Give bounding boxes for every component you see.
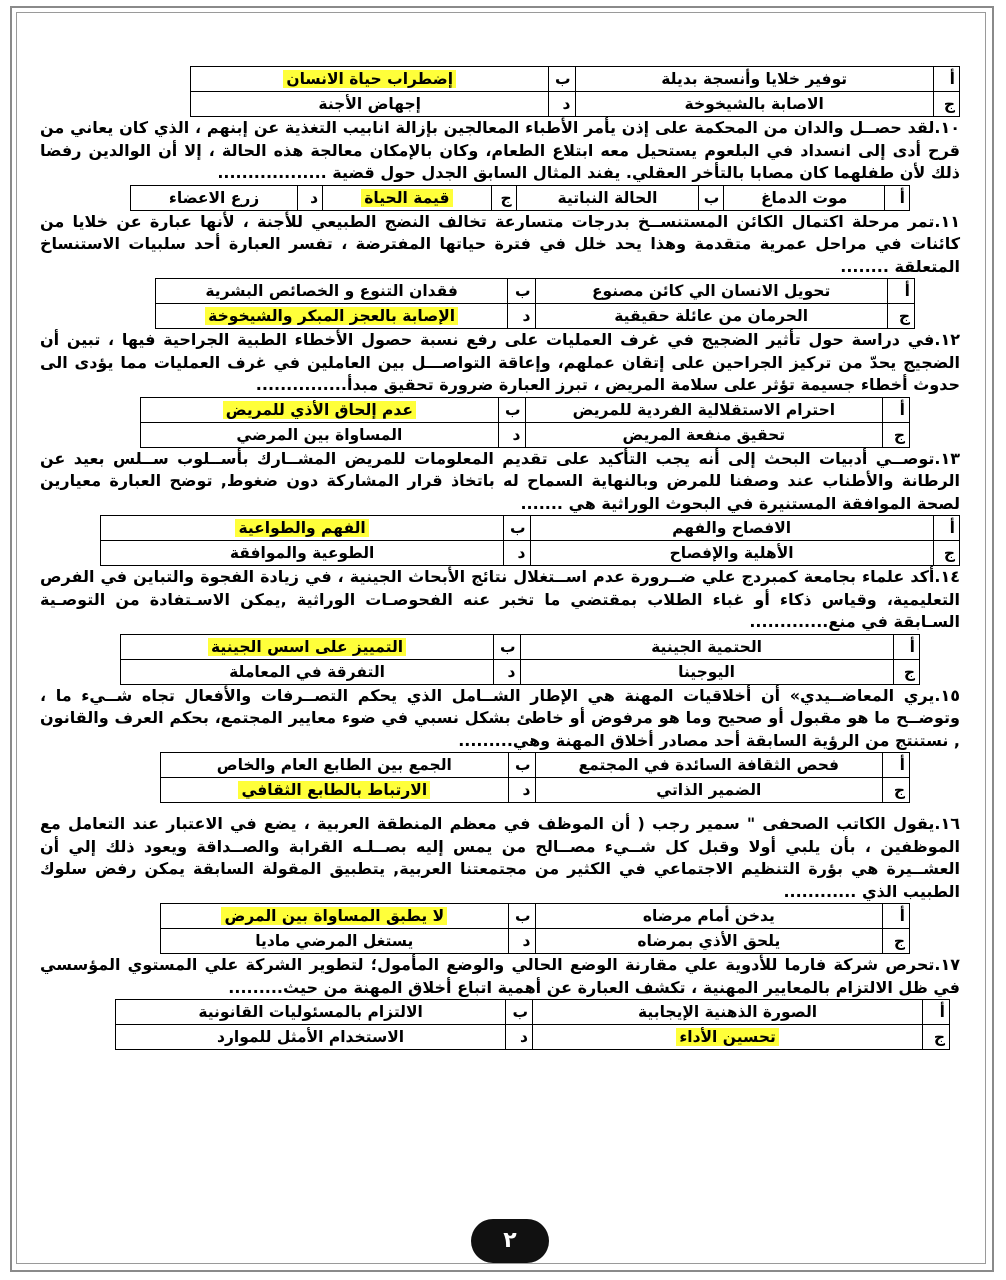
option-letter-a: أ (933, 516, 959, 541)
option-d: الطوعية والموافقة (101, 541, 504, 566)
option-letter-c: ج (491, 185, 516, 210)
option-b: فقدان التنوع و الخصائص البشرية (156, 279, 508, 304)
option-b-highlighted-answer: عدم إلحاق الأذي للمريض (223, 401, 416, 419)
option-letter-b: ب (504, 516, 530, 541)
option-d-highlighted-answer: الإصابة بالعجز المبكر والشيخوخة (205, 307, 458, 325)
option-letter-c: ج (933, 92, 959, 117)
option-b-highlighted-answer: إضطراب حياة الانسان (283, 70, 456, 88)
option-letter-d: د (298, 185, 323, 210)
option-letter-b: ب (498, 397, 525, 422)
option-d: التفرقة في المعاملة (121, 659, 494, 684)
option-a: الحتمية الجينية (520, 634, 893, 659)
option-c: الأهلية والإفصاح (530, 541, 933, 566)
option-letter-c: ج (883, 422, 910, 447)
option-a: احترام الاستقلالية الفردية للمريض (525, 397, 883, 422)
option-letter-b: ب (506, 1000, 533, 1025)
option-b-highlighted-answer: الفهم والطواعية (235, 519, 368, 537)
option-letter-b: ب (494, 634, 520, 659)
option-a: الصورة الذهنية الإيجابية (533, 1000, 923, 1025)
option-letter-a: أ (923, 1000, 950, 1025)
options-table-q9 (190, 66, 960, 117)
option-letter-b: ب (508, 753, 535, 778)
option-a: الافصاح والفهم (530, 516, 933, 541)
option-b: الحالة النباتية (516, 185, 699, 210)
option-c: الحرمان من عائلة حقيقية (535, 304, 887, 329)
option-letter-c: ج (893, 659, 919, 684)
option-c: اليوجينا (520, 659, 893, 684)
option-c: يلحق الأذي بمرضاه (535, 929, 883, 954)
option-letter-c: ج (883, 778, 910, 803)
option-a: موت الدماغ (724, 185, 885, 210)
question-12-text: ١٢.في دراسة حول تأثير الضجيج في غرف العمليات على رفع نسبة حصول الأخطاء الطبية الجراحية فيها ، تبين أن الضجيج يحدّ من تركيز الجراحين على إتقان عملهم، وإعاقة التواصـــل بين العاملين في غرف العمليات مما يؤدى الى حدوث أخطاء جسيمة تؤثر على سلامة المريض ، تبرز العبارة ضرورة تحقيق مبدأ............... (40, 330, 960, 394)
option-c: الاصابة بالشيخوخة (575, 92, 933, 117)
option-letter-a: أ (933, 67, 959, 92)
option-letter-c: ج (923, 1025, 950, 1050)
options-table-q12 (140, 397, 910, 448)
option-letter-a: أ (883, 753, 910, 778)
option-d: إجهاض الأجنة (191, 92, 549, 117)
option-letter-d: د (504, 541, 530, 566)
option-d: الاستخدام الأمثل للموارد (116, 1025, 506, 1050)
option-letter-d: د (549, 92, 575, 117)
option-b: الجمع بين الطابع العام والخاص (161, 753, 509, 778)
options-table-q14 (120, 634, 920, 685)
option-letter-a: أ (883, 397, 910, 422)
option-letter-c: ج (887, 304, 914, 329)
option-b-highlighted-answer: لا يطبق المساواة بين المرض (221, 907, 447, 925)
option-a: فحص الثقافة السائدة في المجتمع (535, 753, 883, 778)
question-11-text: ١١.تمر مرحلة اكتمال الكائن المستنســخ بدرجات متسارعة تخالف النضج الطبيعي للأجنة ، لأنها عبارة عن خلايا من كائنات في مراحل عمرية متقدمة وهذا يحد خلل في فترة حياتها المفترضة ، تفسر العبارة أحد سلبيات الاستنساخ المتعلقة ........ (40, 211, 960, 276)
question-13-text: ١٣.توصــي أدبيات البحث إلى أنه يجب التأكيد على تقديم المعلومات للمريض المشــارك بأســلوب ســلس بعيد عن الرطانة والأطناب عند وصفنا للمرض وبالنهاية السماح له باتخاذ قرار المشاركة دون ضغوط, توضح العبارة معيارين لصحة الموافقة المستنيرة في البحوث الوراثية هي ....... (40, 448, 960, 513)
option-letter-a: أ (887, 279, 914, 304)
option-c: الضمير الذاتي (535, 778, 883, 803)
option-letter-d: د (508, 304, 535, 329)
option-letter-a: أ (883, 904, 910, 929)
options-table-q16 (160, 903, 910, 954)
options-table-q11 (155, 278, 915, 329)
question-16-text: ١٦.يقول الكاتب الصحفى " سمير رجب ( أن الموظف في معظم المنطقة العربية ، يضع في الاعتبار عند التعامل مع الموظفين ، بأن يلبي أولا وقبل كل شــيء مصــالح من يمس إليه بصــلـه القرابة والصــداقة ويعود ذلك إلي أن العشــيرة هي بؤرة التنظيم الاجتماعي في الكثير من مجتمعتنا العربية, يتطبيق المقولة السابقة يمكن رفض سلوك الطبيب الذي ............ (40, 814, 960, 901)
option-letter-b: ب (699, 185, 724, 210)
options-table-q15 (160, 752, 910, 803)
question-17-text: ١٧.تحرص شركة فارما للأدوية علي مقارنة الوضع الحالي والوضع المأمول؛ لتطوير الشركة علي المستوي المؤسسي في ظل الالتزام بالمعايير المهنية ، تكشف العبارة عن أهمية اتباع أخلاق المهنة من حيث......... (40, 955, 960, 997)
option-letter-c: ج (933, 541, 959, 566)
option-b-highlighted-answer: التمييز على اسس الجينية (208, 638, 406, 656)
option-d: المساواة بين المرضي (141, 422, 499, 447)
options-table-q17 (115, 999, 950, 1050)
option-letter-d: د (508, 778, 535, 803)
page-number-badge: ٢ (471, 1219, 549, 1263)
question-10-text: ١٠.لقد حصــل والدان من المحكمة على إذن يأمر الأطباء المعالجين بإزالة انابيب التغذية عن إبنهم ، الذي كان يعاني من قرح أدى إلى انسداد في البلعوم يستحيل معه ابتلاع الطعام، وكان بالإمكان معالجة هذه الحالة ، إلا أن الوالدين رفضا ذلك لأن طفلهما كان مصابا بالتأخر العقلي. يفند المثال السابق الجدل حول قضية .................. (40, 118, 960, 182)
option-letter-a: أ (885, 185, 910, 210)
option-d: زرع الاعضاء (131, 185, 298, 210)
option-letter-d: د (508, 929, 535, 954)
option-d: يستغل المرضي ماديا (161, 929, 509, 954)
question-15-text: ١٥.يري المعاضــيدي» أن أخلاقيات المهنة هي الإطار الشــامل الذي يحكم التصــرفات والأفعال تجاه شــيء ما ، وتوضــح ما هو مقبول أو صحيح وما هو مرفوض أو خاطئ بشكل نسبي في ضوء معايير المجتمع، بحكم العرف والقانون , نستنتج من الرؤية السابقة أحد مصادر أخلاق المهنة وهي......... (40, 685, 960, 750)
option-c-highlighted-answer: تحسين الأداء (676, 1028, 778, 1046)
option-a: تحويل الانسان الي كائن مصنوع (535, 279, 887, 304)
option-letter-b: ب (549, 67, 575, 92)
option-letter-b: ب (508, 279, 535, 304)
option-letter-b: ب (508, 904, 535, 929)
question-14-text: ١٤.أكد علماء بجامعة كمبردج علي ضــرورة عدم اســتغلال نتائج الأبحاث الجينية ، في زيادة الفجوة والتباين في الفرص التعليمية، وقياس ذكاء أو غباء الطلاب بمقتضي ما تخبر عنه الفحوصـات الوراثية ,يمكن الاسـتفادة من التوصـية السـابقة في منع............. (40, 567, 960, 631)
option-letter-d: د (494, 659, 520, 684)
option-letter-d: د (498, 422, 525, 447)
option-c-highlighted-answer: قيمة الحياة (361, 189, 452, 207)
options-table-q10 (130, 185, 910, 211)
option-letter-c: ج (883, 929, 910, 954)
option-letter-a: أ (893, 634, 919, 659)
option-c: تحقيق منفعة المريض (525, 422, 883, 447)
option-b: الالتزام بالمسئوليات القانونية (116, 1000, 506, 1025)
exam-content (40, 66, 960, 1050)
option-d-highlighted-answer: الارتباط بالطابع الثقافي (238, 781, 430, 799)
option-a: توفير خلايا وأنسجة بديلة (575, 67, 933, 92)
options-table-q13 (100, 515, 960, 566)
spacer (40, 803, 960, 813)
option-a: يدخن أمام مرضاه (535, 904, 883, 929)
option-letter-d: د (506, 1025, 533, 1050)
